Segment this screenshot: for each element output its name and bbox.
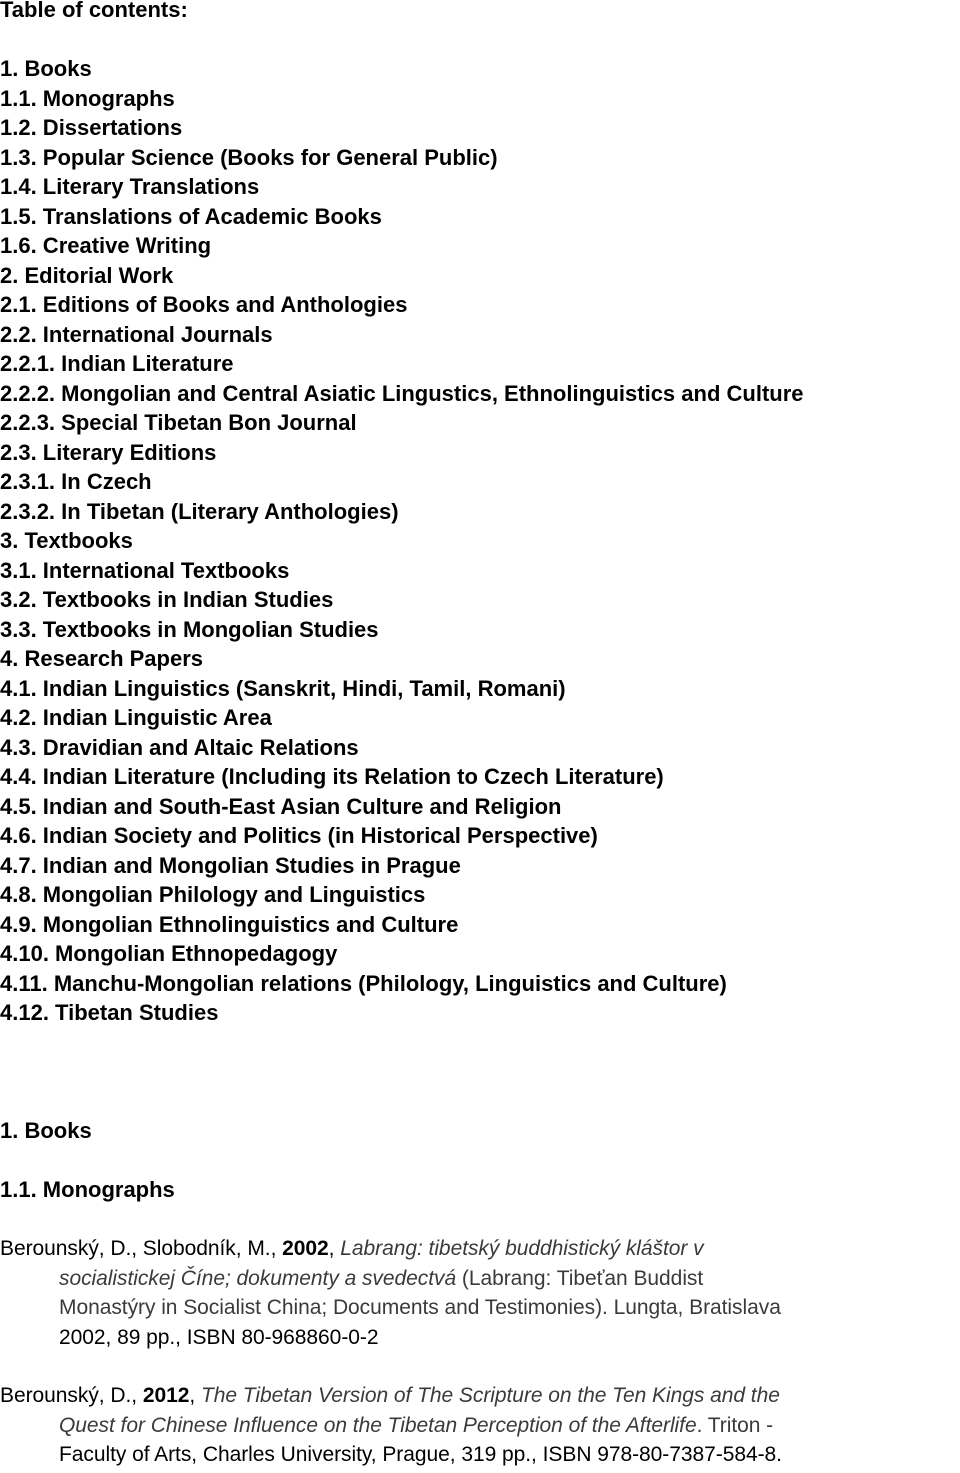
entry-line bbox=[0, 1264, 960, 1294]
entry-separator: , bbox=[189, 1384, 201, 1407]
toc-item: 1.2. Dissertations bbox=[0, 115, 183, 140]
entry-title: The Tibetan Version of The Scripture on the Ten Kings and the bbox=[200, 1384, 780, 1407]
toc-item: 2.1. Editions of Books and Anthologies bbox=[0, 292, 408, 317]
entry-line bbox=[0, 1381, 960, 1411]
toc-item: 4.12. Tibetan Studies bbox=[0, 1000, 219, 1025]
entry-title: Quest for Chinese Influence on the Tibetan Perception of the Afterlife bbox=[59, 1413, 697, 1437]
toc-item: 2.3.1. In Czech bbox=[0, 469, 152, 494]
entry-authors: Berounský, D. bbox=[0, 1384, 132, 1407]
toc-item: 2. Editorial Work bbox=[0, 262, 174, 288]
toc-item: 2.2.3. Special Tibetan Bon Journal bbox=[0, 410, 357, 435]
entry-title: Labrang: tibetský buddhistický kláštor v bbox=[340, 1237, 704, 1260]
subsection-heading-monographs: 1.1. Monographs bbox=[0, 1177, 175, 1202]
bibliography-entry bbox=[0, 1381, 960, 1470]
entry-line bbox=[0, 1411, 960, 1441]
toc-item: 4.2. Indian Linguistic Area bbox=[0, 705, 272, 730]
entry-publication: Faculty of Arts, Charles University, Prague, 319 pp., ISBN 978-80-7387-584-8. bbox=[59, 1443, 782, 1466]
entry-after-title: . Triton - bbox=[696, 1413, 774, 1437]
toc-item: 4.10. Mongolian Ethnopedagogy bbox=[0, 941, 338, 966]
entry-publication: 2002, 89 pp., ISBN 80-968860-0-2 bbox=[59, 1325, 379, 1349]
toc-item: 1.3. Popular Science (Books for General Public) bbox=[0, 144, 498, 170]
toc-item: 1.5. Translations of Academic Books bbox=[0, 203, 382, 229]
toc-item: 2.3. Literary Editions bbox=[0, 439, 217, 465]
toc-item: 1.4. Literary Translations bbox=[0, 174, 260, 199]
entry-translation: (Labrang: Tibeťan Buddist bbox=[456, 1266, 704, 1290]
toc-item: 1.1. Monographs bbox=[0, 85, 175, 111]
toc-item: 4.6. Indian Society and Politics (in Historical Perspective) bbox=[0, 823, 598, 848]
bibliography-entry bbox=[0, 1234, 960, 1352]
toc-item: 4.7. Indian and Mongolian Studies in Prague bbox=[0, 852, 461, 878]
toc-item: 2.2.1. Indian Literature bbox=[0, 351, 234, 376]
toc-heading: Table of contents: bbox=[0, 0, 188, 22]
entry-title: socialistickej Číne; dokumenty a svedectvá bbox=[59, 1266, 457, 1290]
toc-item: 3.1. International Textbooks bbox=[0, 557, 290, 583]
entry-authors: Berounský, D., Slobodník, M. bbox=[0, 1237, 271, 1260]
toc-item: 4.9. Mongolian Ethnolinguistics and Culture bbox=[0, 911, 459, 937]
toc-list bbox=[0, 54, 804, 1028]
toc-item: 3.3. Textbooks in Mongolian Studies bbox=[0, 616, 379, 642]
entry-line: Monastýry in Socialist China; Documents and Testimonies). Lungta, Bratislava bbox=[59, 1296, 781, 1319]
toc-item: 1. Books bbox=[0, 56, 92, 81]
toc-item: 2.3.2. In Tibetan (Literary Anthologies) bbox=[0, 498, 399, 524]
entry-year: 2002 bbox=[282, 1237, 329, 1260]
toc-item: 2.2. International Journals bbox=[0, 321, 273, 347]
entry-line bbox=[0, 1234, 960, 1264]
entry-separator: , bbox=[131, 1384, 143, 1407]
toc-item: 4.3. Dravidian and Altaic Relations bbox=[0, 734, 359, 760]
entry-separator: , bbox=[328, 1237, 341, 1260]
toc-item: 4.4. Indian Literature (Including its Relation to Czech Literature) bbox=[0, 764, 664, 789]
toc-item: 4. Research Papers bbox=[0, 646, 204, 671]
toc-item: 4.8. Mongolian Philology and Linguistics bbox=[0, 882, 426, 907]
toc-item: 4.11. Manchu-Mongolian relations (Philology, Linguistics and Culture) bbox=[0, 970, 727, 996]
toc-item: 4.5. Indian and South-East Asian Culture and Religion bbox=[0, 793, 562, 819]
entry-separator: , bbox=[270, 1237, 283, 1260]
toc-item: 3. Textbooks bbox=[0, 528, 133, 553]
toc-item: 1.6. Creative Writing bbox=[0, 233, 212, 258]
section-heading-books: 1. Books bbox=[0, 1118, 92, 1143]
toc-item: 4.1. Indian Linguistics (Sanskrit, Hindi, Tamil, Romani) bbox=[0, 675, 566, 701]
toc-item: 3.2. Textbooks in Indian Studies bbox=[0, 587, 334, 612]
entry-year: 2012 bbox=[142, 1384, 190, 1407]
toc-item: 2.2.2. Mongolian and Central Asiatic Lingustics, Ethnolinguistics and Culture bbox=[0, 380, 804, 406]
